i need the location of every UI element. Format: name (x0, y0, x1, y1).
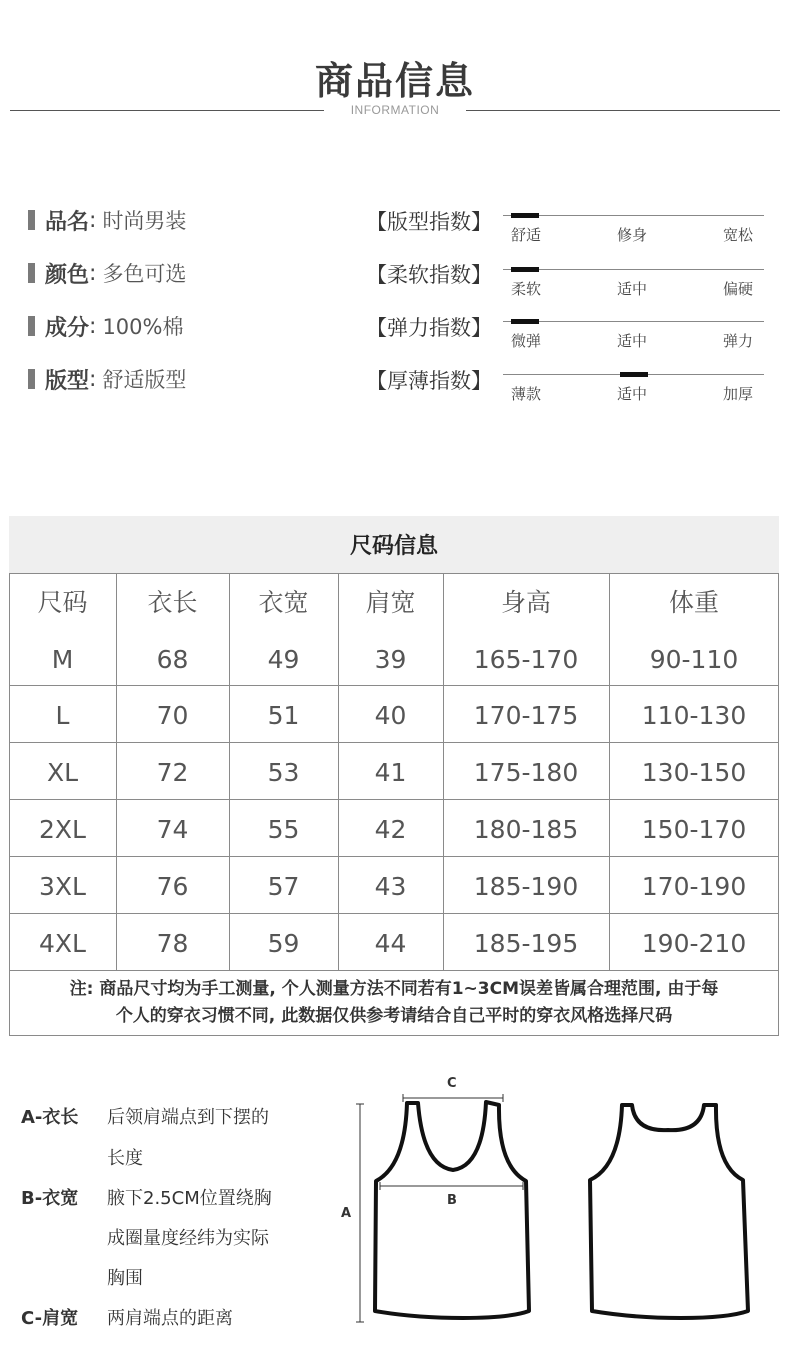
page-subtitle: INFORMATION (350, 103, 440, 117)
table-hline (9, 742, 779, 743)
table-cell: 53 (267, 758, 300, 787)
index-tick-label: 适中 (617, 332, 648, 350)
table-cell: 72 (156, 758, 189, 787)
table-vline (9, 573, 10, 1036)
info-key: 成分 (45, 315, 90, 341)
table-cell: 90-110 (649, 645, 739, 674)
index-scale-line (503, 321, 764, 322)
table-cell: 130-150 (641, 758, 747, 787)
table-vline (778, 573, 779, 1036)
index-level-marker (511, 319, 539, 324)
index-tick-label: 柔软 (511, 280, 542, 298)
table-header-cell: 衣宽 (258, 588, 309, 617)
page-title: 商品信息 (314, 59, 475, 103)
info-row-fit (28, 365, 186, 393)
dimension-label-b: B (447, 1193, 457, 1208)
table-cell: 170-175 (473, 701, 579, 730)
dimension-label-a: A (341, 1206, 352, 1221)
info-row-name (28, 206, 186, 234)
info-value: 100%棉 (102, 315, 184, 339)
bullet-bar (28, 316, 35, 336)
measure-desc: 胸围 (107, 1268, 143, 1289)
index-tick-label: 舒适 (511, 226, 542, 244)
table-cell: 55 (267, 815, 300, 844)
index-tick-label: 弹力 (723, 332, 754, 350)
table-cell: 70 (156, 701, 189, 730)
table-cell: 78 (156, 929, 189, 958)
info-row-color (28, 259, 186, 287)
info-key: 版型 (45, 368, 90, 394)
index-scale-line (503, 215, 764, 216)
index-label: 【柔软指数】 (366, 263, 492, 287)
index-tick-label: 适中 (617, 385, 648, 403)
info-value: 舒适版型 (102, 368, 187, 392)
dimension-label-c: C (447, 1076, 457, 1091)
table-hline (9, 799, 779, 800)
index-level-marker (511, 213, 539, 218)
measure-desc: 后领肩端点到下摆的 (107, 1107, 269, 1128)
index-label: 【厚薄指数】 (366, 369, 492, 393)
table-cell: 40 (374, 701, 407, 730)
measure-key: A-衣长 (21, 1107, 79, 1128)
size-table-title: 尺码信息 (9, 516, 779, 573)
table-cell: 150-170 (641, 815, 747, 844)
table-cell: 175-180 (473, 758, 579, 787)
table-cell: 76 (156, 872, 189, 901)
table-cell: 165-170 (473, 645, 579, 674)
info-value: 时尚男装 (102, 209, 187, 233)
table-cell: 185-190 (473, 872, 579, 901)
index-tick-label: 适中 (617, 280, 648, 298)
info-colon: : (89, 366, 97, 392)
index-scale-line (503, 269, 764, 270)
table-cell: 43 (374, 872, 407, 901)
index-tick-label: 偏硬 (723, 280, 754, 298)
table-cell: 185-195 (473, 929, 579, 958)
index-level-marker (511, 267, 539, 272)
measure-key: B-衣宽 (21, 1188, 79, 1209)
index-label: 【版型指数】 (366, 210, 492, 234)
index-label: 【弹力指数】 (366, 316, 492, 340)
table-cell: XL (46, 758, 79, 787)
size-table (9, 516, 779, 1036)
index-tick-label: 薄款 (511, 385, 542, 403)
table-hline (9, 913, 779, 914)
info-colon: : (89, 260, 97, 286)
table-cell: L (55, 701, 70, 730)
table-cell: 51 (267, 701, 300, 730)
measure-desc: 腋下2.5CM位置绕胸 (107, 1188, 272, 1209)
table-hline (9, 685, 779, 686)
bullet-bar (28, 263, 35, 283)
table-cell: 59 (267, 929, 300, 958)
size-note (9, 976, 779, 1030)
measure-desc: 两肩端点的距离 (107, 1308, 233, 1329)
table-cell: 74 (156, 815, 189, 844)
info-value: 多色可选 (102, 262, 187, 286)
info-row-material (28, 312, 183, 340)
table-header-cell: 肩宽 (365, 588, 416, 617)
table-cell: 42 (374, 815, 407, 844)
info-colon: : (89, 207, 97, 233)
table-cell: 110-130 (641, 701, 747, 730)
table-cell: 2XL (39, 815, 86, 844)
tank-top-back-icon (590, 1105, 748, 1318)
size-note-line: 个人的穿衣习惯不同, 此数据仅供参考请结合自己平时的穿衣风格选择尺码 (115, 1006, 673, 1026)
table-cell: 170-190 (641, 872, 747, 901)
index-tick-label: 修身 (617, 226, 648, 244)
index-tick-label: 宽松 (723, 226, 754, 244)
table-hline (9, 1035, 779, 1036)
table-header-cell: 体重 (668, 588, 719, 617)
tank-top-diagram (330, 1068, 770, 1338)
index-tick-label: 微弹 (511, 332, 542, 350)
table-header-cell: 衣长 (147, 588, 198, 617)
table-cell: 39 (374, 645, 407, 674)
table-header-cell: 身高 (500, 588, 551, 617)
table-cell: M (51, 645, 74, 674)
table-hline (9, 970, 779, 971)
measure-desc: 成圈量度经纬为实际 (107, 1228, 269, 1249)
measure-key: C-肩宽 (21, 1308, 79, 1329)
bullet-bar (28, 210, 35, 230)
table-cell: 44 (374, 929, 407, 958)
info-key: 品名 (45, 209, 90, 235)
bullet-bar (28, 369, 35, 389)
table-cell: 49 (267, 645, 300, 674)
tank-top-front-icon (375, 1102, 529, 1318)
table-cell: 180-185 (473, 815, 579, 844)
index-tick-label: 加厚 (723, 385, 754, 403)
table-hline (9, 856, 779, 857)
table-hline (9, 573, 779, 574)
table-cell: 190-210 (641, 929, 747, 958)
table-cell: 4XL (39, 929, 86, 958)
size-note-line: 注: 商品尺寸均为手工测量, 个人测量方法不同若有1~3CM误差皆属合理范围, 由于每 (69, 979, 719, 999)
table-cell: 57 (267, 872, 300, 901)
table-cell: 3XL (39, 872, 86, 901)
table-header-cell: 尺码 (37, 588, 88, 617)
measure-desc: 长度 (107, 1148, 143, 1169)
index-level-marker (620, 372, 648, 377)
table-cell: 68 (156, 645, 189, 674)
info-colon: : (89, 313, 97, 339)
table-cell: 41 (374, 758, 407, 787)
info-key: 颜色 (45, 262, 90, 288)
